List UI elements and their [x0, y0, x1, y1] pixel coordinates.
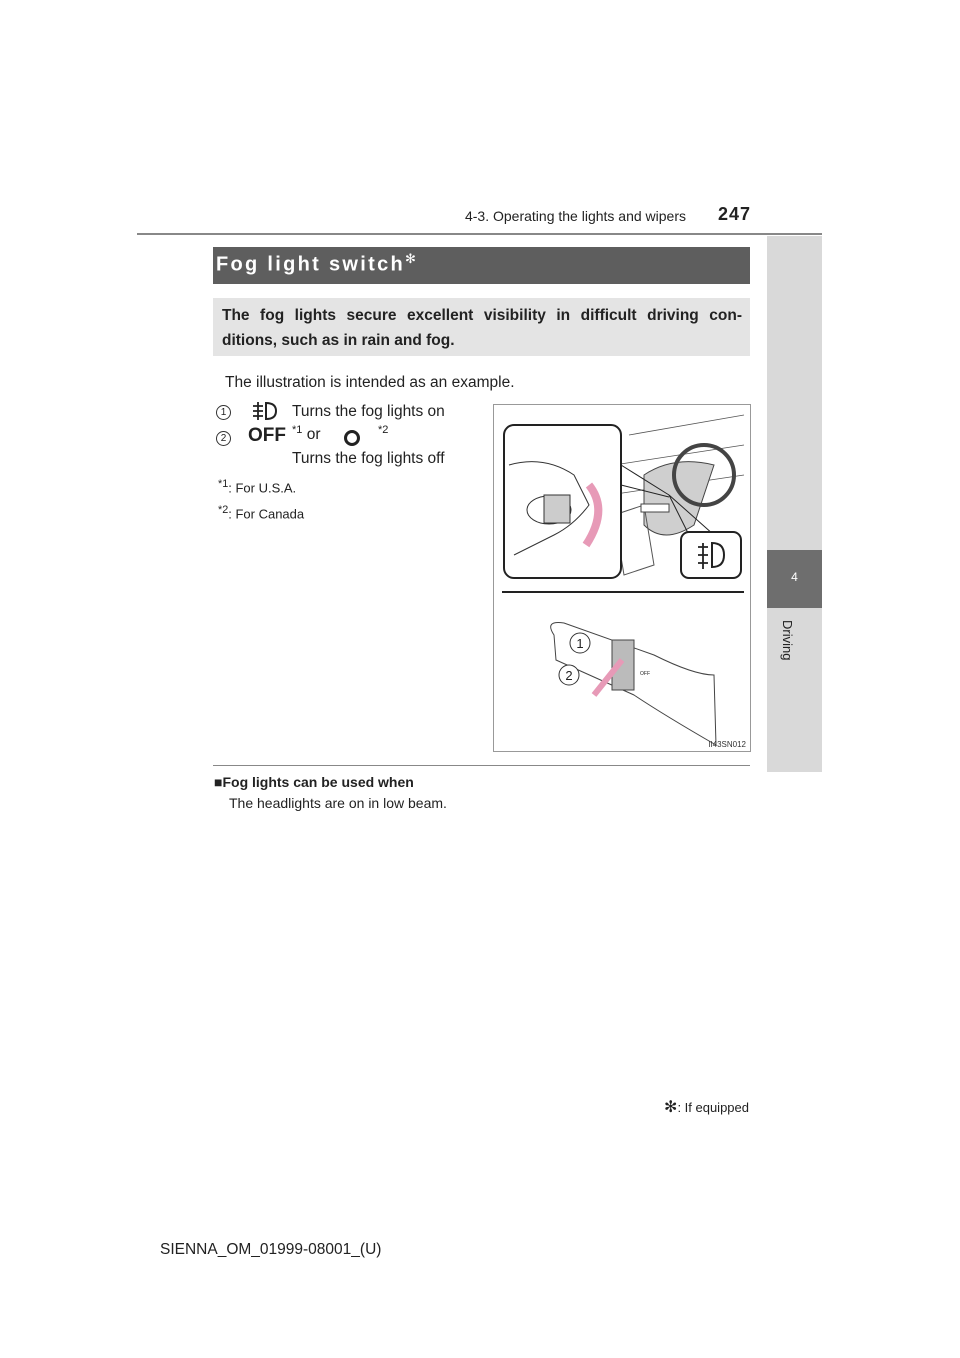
illustration	[493, 404, 751, 752]
footnote-text: : For U.S.A.	[228, 480, 297, 496]
page-heading	[216, 251, 418, 277]
fog-switch-illustration	[494, 405, 750, 751]
item-number: 1	[216, 405, 231, 420]
off-circle-icon	[342, 428, 362, 448]
note-heading	[214, 774, 414, 790]
header-rule	[137, 233, 822, 235]
intro-text: The illustration is intended as an example.	[225, 374, 515, 391]
square-bullet-icon: ■	[214, 774, 223, 790]
equipped-text: : If equipped	[677, 1100, 749, 1115]
item-number: 2	[216, 431, 231, 446]
callout-1: 1	[576, 636, 584, 651]
callout-2: 2	[565, 668, 573, 683]
item-1-text: Turns the fog lights on	[292, 403, 445, 420]
section-title: 4-3. Operating the lights and wipers	[464, 208, 686, 224]
chapter-number: 4	[791, 570, 798, 584]
page-number: 247	[718, 204, 752, 224]
description-text: The fog lights secure excellent visibility in difficult driving con- ditions, such as in rain and fog.	[222, 307, 742, 349]
item-2-text: Turns the fog lights off	[292, 450, 445, 467]
lever-off-label: OFF	[640, 671, 650, 677]
or-text: or	[306, 426, 321, 444]
heading-text: Fog light switch	[216, 253, 406, 276]
footer-doc-code: SIENNA_OM_01999-08001_(U)	[160, 1241, 382, 1258]
note-ref: *2	[378, 424, 389, 436]
footnote-mark: *2	[218, 504, 229, 516]
equipped-note	[664, 1097, 749, 1117]
illustration-code: II43SN012	[708, 740, 746, 749]
note-heading-text: Fog lights can be used when	[222, 774, 414, 790]
note-ref: *1	[292, 424, 303, 436]
item-1	[216, 402, 231, 420]
fog-light-icon	[250, 400, 278, 422]
footnote-text: : For Canada	[228, 506, 305, 522]
chapter-tab-strip	[767, 236, 822, 772]
note-text: The headlights are on in low beam.	[229, 795, 447, 811]
equipped-mark: ✻	[664, 1099, 678, 1116]
footnote-2	[218, 504, 304, 521]
chapter-label: Driving	[780, 620, 795, 661]
off-icon: OFF	[248, 425, 286, 446]
footnote-1	[218, 478, 296, 495]
footnote-mark: *1	[218, 478, 229, 490]
equipped-mark: ✻	[405, 251, 419, 266]
section-rule	[213, 765, 750, 766]
